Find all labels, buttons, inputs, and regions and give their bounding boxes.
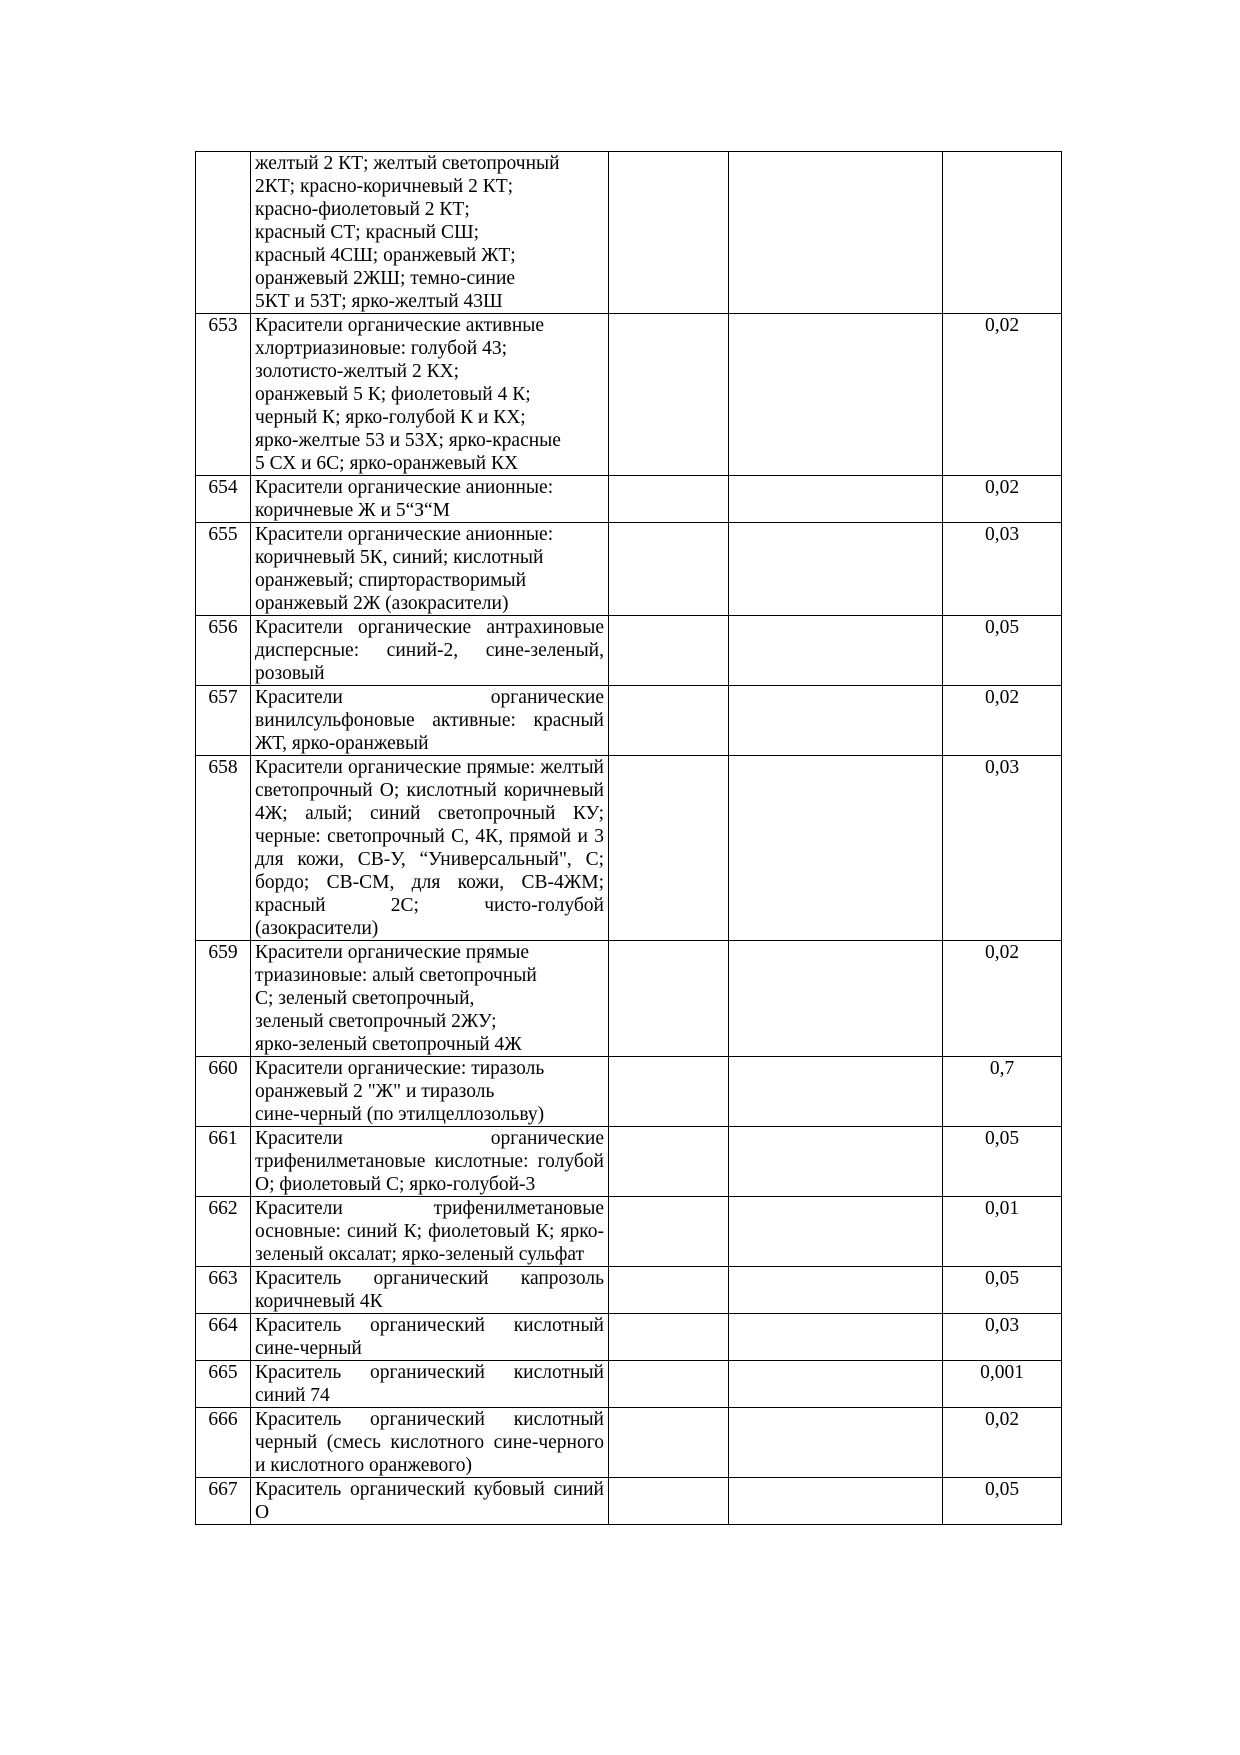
empty-cell <box>729 152 943 314</box>
substance-name: Краситель органический кислотный черный (смесь кислотного сине-черного и кислотного оранжевого) <box>251 1408 609 1478</box>
empty-cell <box>609 1478 729 1525</box>
substance-name: Красители органические антрахиновые дисперсные: синий-2, сине-зеленый, розовый <box>251 616 609 686</box>
substance-name: Красители трифенилметановые основные: синий К; фиолетовый К; ярко-зеленый оксалат; ярко-зеленый сульфат <box>251 1197 609 1267</box>
empty-cell <box>729 1408 943 1478</box>
table-row <box>196 686 1062 756</box>
limit-value: 0,7 <box>943 1057 1062 1127</box>
table-row <box>196 476 1062 523</box>
empty-cell <box>729 314 943 476</box>
limit-value: 0,02 <box>943 476 1062 523</box>
row-number: 659 <box>196 941 251 1057</box>
table-row <box>196 1408 1062 1478</box>
limit-value: 0,05 <box>943 616 1062 686</box>
limit-value: 0,03 <box>943 523 1062 616</box>
empty-cell <box>729 476 943 523</box>
table-row <box>196 1361 1062 1408</box>
row-number: 654 <box>196 476 251 523</box>
substance-name: Краситель органический капрозоль коричневый 4К <box>251 1267 609 1314</box>
empty-cell <box>729 686 943 756</box>
table-row <box>196 523 1062 616</box>
limit-value: 0,001 <box>943 1361 1062 1408</box>
row-number: 655 <box>196 523 251 616</box>
table-row <box>196 616 1062 686</box>
limit-value: 0,05 <box>943 1267 1062 1314</box>
row-number: 657 <box>196 686 251 756</box>
empty-cell <box>729 1361 943 1408</box>
substance-name: Краситель органический кислотный сине-черный <box>251 1314 609 1361</box>
empty-cell <box>609 152 729 314</box>
substance-name: Красители органические прямые триазиновые: алый светопрочный С; зеленый светопрочный, зеленый светопрочный 2ЖУ; ярко-зеленый светопрочный 4Ж <box>251 941 609 1057</box>
limit-value: 0,03 <box>943 756 1062 941</box>
row-number: 653 <box>196 314 251 476</box>
substance-name: Красители органические винилсульфоновые активные: красный ЖТ, ярко-оранжевый <box>251 686 609 756</box>
empty-cell <box>609 686 729 756</box>
substance-name: Красители органические анионные: коричневый 5К, синий; кислотный оранжевый; спирторастворимый оранжевый 2Ж (азокрасители) <box>251 523 609 616</box>
empty-cell <box>609 756 729 941</box>
row-number: 663 <box>196 1267 251 1314</box>
empty-cell <box>729 616 943 686</box>
table-row <box>196 941 1062 1057</box>
substances-table <box>195 151 1062 1525</box>
row-number <box>196 152 251 314</box>
substance-name: Красители органические прямые: желтый светопрочный О; кислотный коричневый 4Ж; алый; синий светопрочный КУ; черные: светопрочный С, 4К, прямой и 3 для кожи, СВ-У, “Универсальный", С; бордо; СВ-СМ, для кожи, СВ-4ЖМ; красный 2С; чисто-голубой (азокрасители) <box>251 756 609 941</box>
limit-value: 0,02 <box>943 1408 1062 1478</box>
limit-value: 0,02 <box>943 941 1062 1057</box>
row-number: 666 <box>196 1408 251 1478</box>
empty-cell <box>729 523 943 616</box>
table-row <box>196 1314 1062 1361</box>
substance-name: желтый 2 КТ; желтый светопрочный 2КТ; красно-коричневый 2 КТ; красно-фиолетовый 2 КТ; красный СТ; красный СШ; красный 4СШ; оранжевый ЖТ; оранжевый 2ЖШ; темно-синие 5КТ и 53Т; ярко-желтый 43Ш <box>251 152 609 314</box>
table-row <box>196 314 1062 476</box>
substance-name: Красители органические трифенилметановые кислотные: голубой О; фиолетовый С; ярко-голубой-3 <box>251 1127 609 1197</box>
empty-cell <box>609 1127 729 1197</box>
limit-value <box>943 152 1062 314</box>
empty-cell <box>609 476 729 523</box>
empty-cell <box>609 1361 729 1408</box>
limit-value: 0,02 <box>943 686 1062 756</box>
empty-cell <box>609 1408 729 1478</box>
substance-name: Краситель органический кубовый синий О <box>251 1478 609 1525</box>
empty-cell <box>729 941 943 1057</box>
row-number: 662 <box>196 1197 251 1267</box>
table-row <box>196 1057 1062 1127</box>
empty-cell <box>609 1314 729 1361</box>
substance-name: Красители органические анионные: коричневые Ж и 5“З“М <box>251 476 609 523</box>
table-body <box>196 152 1062 1525</box>
empty-cell <box>729 756 943 941</box>
limit-value: 0,03 <box>943 1314 1062 1361</box>
empty-cell <box>729 1127 943 1197</box>
empty-cell <box>609 523 729 616</box>
empty-cell <box>609 616 729 686</box>
empty-cell <box>609 941 729 1057</box>
empty-cell <box>729 1057 943 1127</box>
row-number: 660 <box>196 1057 251 1127</box>
table-row <box>196 1267 1062 1314</box>
substance-name: Красители органические: тиразоль оранжевый 2 "Ж" и тиразоль сине-черный (по этилцеллозольву) <box>251 1057 609 1127</box>
empty-cell <box>729 1267 943 1314</box>
table-row <box>196 1127 1062 1197</box>
table-row <box>196 1478 1062 1525</box>
substance-name: Краситель органический кислотный синий 74 <box>251 1361 609 1408</box>
substance-name: Красители органические активные хлортриазиновые: голубой 43; золотисто-желтый 2 КХ; оранжевый 5 К; фиолетовый 4 К; черный К; ярко-голубой К и КХ; ярко-желтые 53 и 53Х; ярко-красные 5 СХ и 6С; ярко-оранжевый КХ <box>251 314 609 476</box>
empty-cell <box>609 314 729 476</box>
table-row <box>196 756 1062 941</box>
empty-cell <box>729 1478 943 1525</box>
row-number: 665 <box>196 1361 251 1408</box>
limit-value: 0,05 <box>943 1478 1062 1525</box>
limit-value: 0,02 <box>943 314 1062 476</box>
empty-cell <box>609 1267 729 1314</box>
empty-cell <box>609 1057 729 1127</box>
row-number: 658 <box>196 756 251 941</box>
empty-cell <box>729 1314 943 1361</box>
empty-cell <box>609 1197 729 1267</box>
row-number: 661 <box>196 1127 251 1197</box>
row-number: 664 <box>196 1314 251 1361</box>
limit-value: 0,01 <box>943 1197 1062 1267</box>
table-row <box>196 1197 1062 1267</box>
table-row <box>196 152 1062 314</box>
limit-value: 0,05 <box>943 1127 1062 1197</box>
empty-cell <box>729 1197 943 1267</box>
row-number: 656 <box>196 616 251 686</box>
row-number: 667 <box>196 1478 251 1525</box>
